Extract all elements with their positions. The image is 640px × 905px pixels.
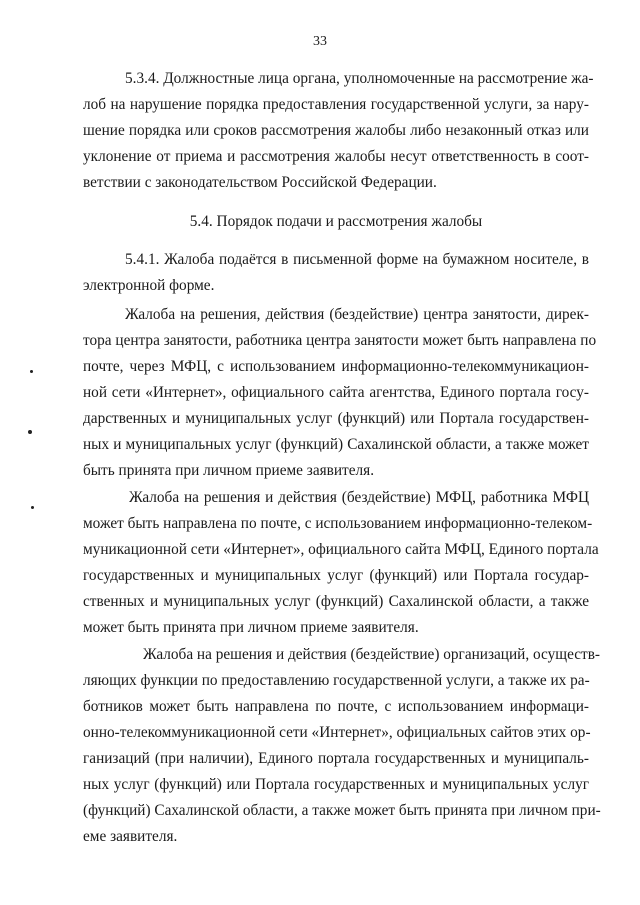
text-line: ветствии с законодательством Российской Федерации. xyxy=(83,174,437,191)
text-line: дарственных и муниципальных услуг (функций) или Портала государствен- xyxy=(83,410,589,427)
text-line: Жалоба на решения, действия (бездействие) центра занятости, дирек- xyxy=(125,306,589,323)
text-line: государственных и муниципальных услуг (функций) или Портала государ- xyxy=(83,567,589,584)
text-line: может быть направлена по почте, с использованием информационно-телеком- xyxy=(83,515,593,532)
text-line: шение порядка или сроков рассмотрения жалобы либо незаконный отказ или xyxy=(83,122,589,139)
text-line: может быть принята при личном приеме заявителя. xyxy=(83,619,419,636)
text-line: ных услуг (функций) или Портала государственных и муниципальных услуг xyxy=(83,776,589,793)
text-line: электронной форме. xyxy=(83,277,215,294)
text-line: быть принята при личном приеме заявителя. xyxy=(83,462,375,479)
text-line: Жалоба на решения и действия (бездействие) организаций, осуществ- xyxy=(143,646,601,663)
text-line: ной сети «Интернет», официального сайта агентства, Единого портала госу- xyxy=(83,384,589,401)
text-line: (функций) Сахалинской области, а также может быть принята при личном при- xyxy=(83,802,601,819)
text-line: ганизаций (при наличии), Единого портала государственных и муниципаль- xyxy=(83,750,589,767)
section-heading: 5.4. Порядок подачи и рассмотрения жалобы xyxy=(189,213,483,230)
scan-speck xyxy=(28,430,32,434)
text-line: онно-телекоммуникационной сети «Интернет», официальных сайтов этих ор- xyxy=(83,724,591,741)
text-line: Жалоба на решения и действия (бездействие) МФЦ, работника МФЦ xyxy=(129,489,589,506)
text-line: лоб на нарушение порядка предоставления государственной услуги, за нару- xyxy=(83,96,589,113)
scan-speck xyxy=(31,506,34,509)
text-line: еме заявителя. xyxy=(83,828,178,845)
text-line: ных и муниципальных услуг (функций) Сахалинской области, а также может xyxy=(83,436,589,453)
page-number: 33 xyxy=(313,34,327,49)
text-line: ляющих функции по предоставлению государственной услуги, а также их ра- xyxy=(83,672,590,689)
text-line: тора центра занятости, работника центра занятости может быть направлена по xyxy=(83,332,597,349)
text-line: уклонение от приема и рассмотрения жалобы несут ответственность в соот- xyxy=(83,148,589,165)
text-line: 5.4.1. Жалоба подаётся в письменной форме на бумажном носителе, в xyxy=(125,251,589,268)
scan-speck xyxy=(30,370,33,373)
text-line: 5.3.4. Должностные лица органа, уполномоченные на рассмотрение жа- xyxy=(125,70,594,87)
text-line: ботников может быть направлена по почте, с использованием информаци- xyxy=(83,698,589,715)
text-line: почте, через МФЦ, с использованием информационно-телекоммуникацион- xyxy=(83,358,589,375)
text-line: муникационной сети «Интернет», официального сайта МФЦ, Единого портала xyxy=(83,541,599,558)
text-line: ственных и муниципальных услуг (функций) Сахалинской области, а также xyxy=(83,593,589,610)
